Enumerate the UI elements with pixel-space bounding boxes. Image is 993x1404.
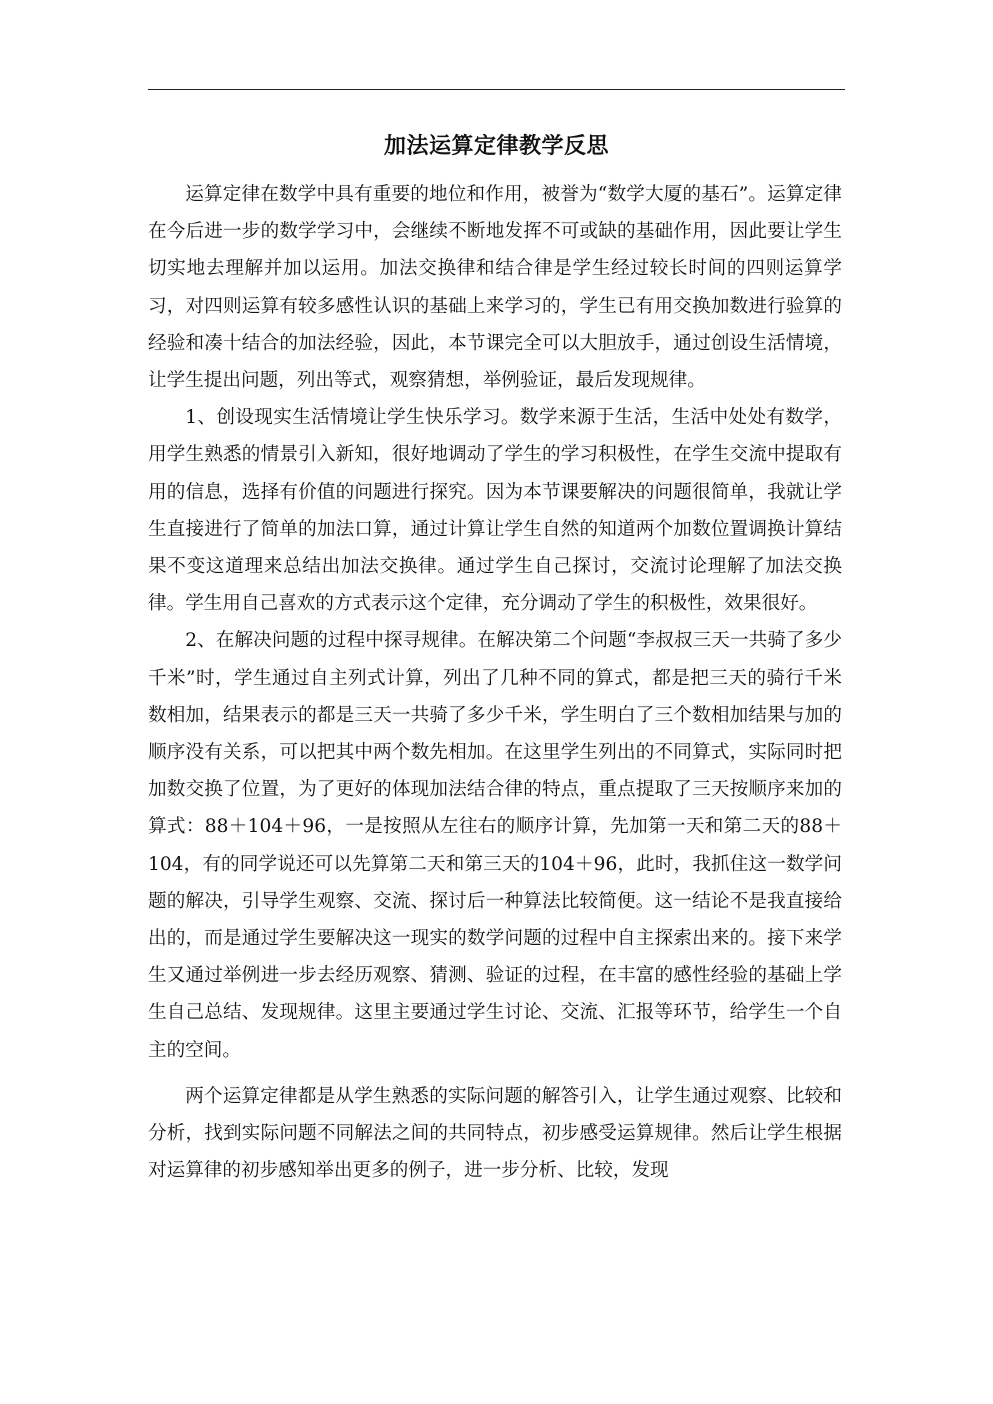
- paragraph-point-2: 2、在解决问题的过程中探寻规律。在解决第二个问题“李叔叔三天一共骑了多少千米”时，学生通过自主列式计算，列出了几种不同的算式，都是把三天的骑行千米数相加，结果表示的都是三天一共骑了多少千米，学生明白了三个数相加结果与加的顺序没有关系，可以把其中两个数先相加。在这里学生列出的不同算式，实际同时把加数交换了位置，为了更好的体现加法结合律的特点，重点提取了三天按顺序来加的算式：88＋104＋96，一是按照从左往右的顺序计算，先加第一天和第二天的88＋104，有的同学说还可以先算第二天和第三天的104＋96，此时，我抓住这一数学问题的解决，引导学生观察、交流、探讨后一种算法比较简便。这一结论不是我直接给出的，而是通过学生要解决这一现实的数学问题的过程中自主探索出来的。接下来学生又通过举例进一步去经历观察、猜测、验证的过程，在丰富的感性经验的基础上学生自己总结、发现规律。这里主要通过学生讨论、交流、汇报等环节，给学生一个自主的空间。: [148, 630, 842, 1061]
- document-title: 加法运算定律教学反思: [383, 133, 609, 159]
- header-rule: [148, 89, 845, 90]
- paragraph-point-1: 1、创设现实生活情境让学生快乐学习。数学来源于生活，生活中处处有数学，用学生熟悉的情景引入新知，很好地调动了学生的学习积极性，在学生交流中提取有用的信息，选择有价值的问题进行探究。因为本节课要解决的问题很简单，我就让学生直接进行了简单的加法口算，通过计算让学生自然的知道两个加数位置调换计算结果不变这道理来总结出加法交换律。通过学生自己探讨，交流讨论理解了加法交换律。学生用自己喜欢的方式表示这个定律，充分调动了学生的积极性，效果很好。: [148, 407, 842, 615]
- paragraph-summary: 两个运算定律都是从学生熟悉的实际问题的解答引入，让学生通过观察、比较和分析，找到实际问题不同解法之间的共同特点，初步感受运算规律。然后让学生根据对运算律的初步感知举出更多的例子，进一步分析、比较，发现: [148, 1085, 842, 1182]
- paragraph-intro: 运算定律在数学中具有重要的地位和作用，被誉为“数学大厦的基石”。运算定律在今后进一步的数学学习中，会继续不断地发挥不可或缺的基础作用，因此要让学生切实地去理解并加以运用。加法交换律和结合律是学生经过较长时间的四则运算学习，对四则运算有较多感性认识的基础上来学习的，学生已有用交换加数进行验算的经验和凑十结合的加法经验，因此，本节课完全可以大胆放手，通过创设生活情境，让学生提出问题，列出等式，观察猜想，举例验证，最后发现规律。: [148, 184, 842, 392]
- document-body: [148, 176, 842, 1189]
